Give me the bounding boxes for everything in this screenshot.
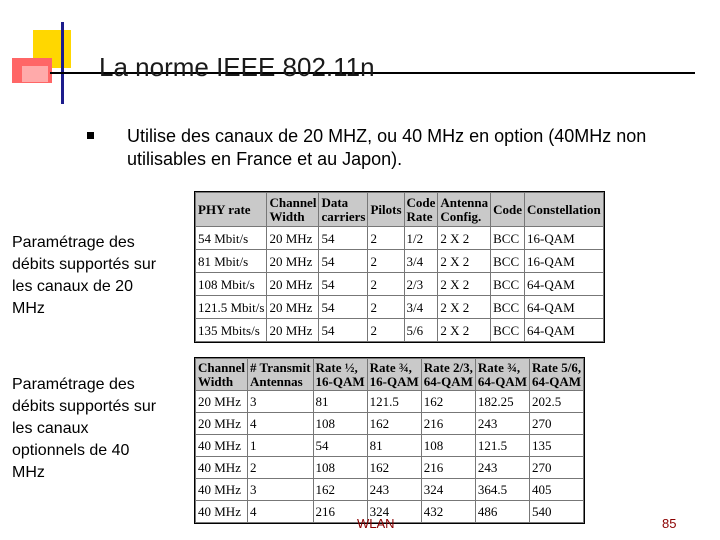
table-40mhz <box>195 358 584 523</box>
column-header-line: Rate ¾, <box>369 359 412 375</box>
column-header-line: Code <box>493 201 522 217</box>
table-cell: 2 X 2 <box>438 227 491 250</box>
column-header-line: carriers <box>321 208 366 224</box>
table-cell: 20 MHz <box>267 250 319 273</box>
table-cell: 202.5 <box>529 391 583 413</box>
table-cell: 3/4 <box>404 296 438 319</box>
column-header-line: 64-QAM <box>531 373 582 389</box>
column-header-line: 16-QAM <box>315 373 365 389</box>
table-cell: 324 <box>367 501 421 523</box>
table-cell: 54 <box>319 227 368 250</box>
column-header-line: Pilots <box>370 201 402 217</box>
table-cell: 20 MHz <box>267 227 319 250</box>
table-cell: 54 Mbit/s <box>196 227 267 250</box>
table-cell: 324 <box>421 479 475 501</box>
label-20mhz-line: MHz <box>12 300 45 317</box>
table-cell: 2 <box>247 457 313 479</box>
table-row <box>196 227 604 250</box>
column-header-line: Width <box>269 208 305 224</box>
label-20mhz-line: les canaux de 20 <box>12 278 133 295</box>
page-number: 85 <box>662 516 677 531</box>
bullet-square-icon <box>87 132 94 139</box>
table-cell: 5/6 <box>404 319 438 342</box>
table-row <box>196 296 604 319</box>
table-cell: 40 MHz <box>196 435 248 457</box>
table-cell: 54 <box>319 296 368 319</box>
column-header-line: Rate ½, <box>315 359 358 375</box>
column-header-line: Constellation <box>527 201 601 217</box>
table-cell: 2 <box>368 250 404 273</box>
table-cell: 216 <box>313 501 367 523</box>
column-header <box>267 193 319 227</box>
table-cell: BCC <box>491 273 525 296</box>
column-header-line: # Transmit <box>249 359 311 375</box>
label-20mhz-line: débits supportés sur <box>12 256 157 273</box>
table-cell: 121.5 <box>475 435 529 457</box>
table-header-row <box>196 193 604 227</box>
table-cell: 540 <box>529 501 583 523</box>
column-header <box>196 359 248 391</box>
table-cell: 3 <box>247 391 313 413</box>
table-cell: 40 MHz <box>196 457 248 479</box>
table-cell: 2 <box>368 227 404 250</box>
table-cell: 121.5 <box>367 391 421 413</box>
column-header <box>525 193 604 227</box>
table-cell: 2/3 <box>404 273 438 296</box>
table-cell: 20 MHz <box>196 413 248 435</box>
table-cell: 81 <box>313 391 367 413</box>
table-20mhz-container <box>194 191 605 343</box>
table-cell: 2 X 2 <box>438 319 491 342</box>
table-cell: 243 <box>475 413 529 435</box>
column-header-line: Config. <box>440 208 482 224</box>
table-row <box>196 273 604 296</box>
column-header <box>247 359 313 391</box>
column-header-line: PHY rate <box>198 201 251 217</box>
table-row <box>196 435 584 457</box>
table-cell: 2 <box>368 319 404 342</box>
table-cell: 64-QAM <box>525 296 604 319</box>
table-cell: 108 <box>313 457 367 479</box>
table-cell: 1 <box>247 435 313 457</box>
column-header-line: 16-QAM <box>369 373 419 389</box>
table-cell: 40 MHz <box>196 501 248 523</box>
column-header <box>367 359 421 391</box>
table-40mhz-container <box>194 357 585 524</box>
table-cell: 270 <box>529 457 583 479</box>
label-40mhz-line: débits supportés sur <box>12 398 157 415</box>
table-cell: 108 <box>421 435 475 457</box>
table-cell: 108 <box>313 413 367 435</box>
column-header <box>438 193 491 227</box>
column-header <box>529 359 583 391</box>
column-header-line: 64-QAM <box>423 373 473 389</box>
table-cell: 4 <box>247 413 313 435</box>
table-cell: 16-QAM <box>525 250 604 273</box>
column-header-line: Rate <box>406 208 433 224</box>
table-row <box>196 479 584 501</box>
column-header <box>475 359 529 391</box>
column-header-line: 64-QAM <box>477 373 527 389</box>
table-cell: 243 <box>475 457 529 479</box>
table-cell: 20 MHz <box>267 319 319 342</box>
table-cell: 432 <box>421 501 475 523</box>
label-20mhz <box>12 232 182 320</box>
column-header <box>491 193 525 227</box>
table-cell: 243 <box>367 479 421 501</box>
table-cell: 54 <box>319 273 368 296</box>
column-header <box>196 193 267 227</box>
table-cell: 3 <box>247 479 313 501</box>
column-header <box>421 359 475 391</box>
column-header-line: Channel <box>198 359 245 375</box>
table-cell: 2 <box>368 296 404 319</box>
table-cell: 20 MHz <box>196 391 248 413</box>
table-cell: 2 <box>368 273 404 296</box>
table-row <box>196 457 584 479</box>
table-cell: 162 <box>367 413 421 435</box>
table-cell: BCC <box>491 250 525 273</box>
column-header-line: Antennas <box>249 373 303 389</box>
table-row <box>196 250 604 273</box>
table-cell: 135 Mbits/s <box>196 319 267 342</box>
table-cell: BCC <box>491 227 525 250</box>
table-cell: 135 <box>529 435 583 457</box>
table-cell: 20 MHz <box>267 273 319 296</box>
column-header-line: Width <box>198 373 234 389</box>
label-20mhz-line: Paramétrage des <box>12 234 135 251</box>
table-cell: 64-QAM <box>525 273 604 296</box>
table-cell: 1/2 <box>404 227 438 250</box>
column-header-line: Rate 5/6, <box>531 359 582 375</box>
table-cell: 108 Mbit/s <box>196 273 267 296</box>
column-header-line: Channel <box>269 194 317 210</box>
table-cell: 270 <box>529 413 583 435</box>
table-cell: 486 <box>475 501 529 523</box>
column-header <box>313 359 367 391</box>
table-cell: 162 <box>313 479 367 501</box>
column-header-line: Rate ¾, <box>477 359 521 375</box>
table-row <box>196 413 584 435</box>
label-40mhz <box>12 374 182 484</box>
table-cell: 3/4 <box>404 250 438 273</box>
table-header-row <box>196 359 584 391</box>
table-cell: 54 <box>319 319 368 342</box>
table-cell: 364.5 <box>475 479 529 501</box>
table-cell: 2 X 2 <box>438 296 491 319</box>
table-cell: 2 X 2 <box>438 250 491 273</box>
column-header-line: Antenna <box>440 194 489 210</box>
table-cell: 4 <box>247 501 313 523</box>
column-header-line: Code <box>406 194 436 210</box>
table-row <box>196 391 584 413</box>
label-40mhz-line: Paramétrage des <box>12 376 135 393</box>
table-cell: 216 <box>421 413 475 435</box>
table-cell: 2 X 2 <box>438 273 491 296</box>
column-header-line: Rate 2/3, <box>423 359 473 375</box>
table-cell: 16-QAM <box>525 227 604 250</box>
decorative-red-square <box>12 58 52 83</box>
table-cell: 405 <box>529 479 583 501</box>
table-cell: 162 <box>367 457 421 479</box>
table-cell: 20 MHz <box>267 296 319 319</box>
table-cell: 81 <box>367 435 421 457</box>
table-cell: 216 <box>421 457 475 479</box>
column-header <box>319 193 368 227</box>
table-cell: 40 MHz <box>196 479 248 501</box>
table-cell: 54 <box>313 435 367 457</box>
column-header-line: Data <box>321 194 349 210</box>
table-cell: 121.5 Mbit/s <box>196 296 267 319</box>
decorative-vertical-line <box>61 22 64 104</box>
table-cell: 162 <box>421 391 475 413</box>
table-row <box>196 319 604 342</box>
table-cell: 54 <box>319 250 368 273</box>
label-40mhz-line: MHz <box>12 464 45 481</box>
table-cell: 81 Mbit/s <box>196 250 267 273</box>
table-cell: BCC <box>491 296 525 319</box>
bullet-text: Utilise des canaux de 20 MHZ, ou 40 MHz en option (40MHz non utilisables en France et au Japon). <box>127 126 647 169</box>
table-cell: BCC <box>491 319 525 342</box>
label-40mhz-line: optionnels de 40 <box>12 442 130 459</box>
footer-label: WLAN <box>357 516 395 531</box>
table-20mhz <box>195 192 604 342</box>
table-cell: 182.25 <box>475 391 529 413</box>
slide-title: La norme IEEE 802.11n <box>99 52 375 82</box>
table-cell: 64-QAM <box>525 319 604 342</box>
label-40mhz-line: les canaux <box>12 420 89 437</box>
column-header <box>404 193 438 227</box>
column-header <box>368 193 404 227</box>
